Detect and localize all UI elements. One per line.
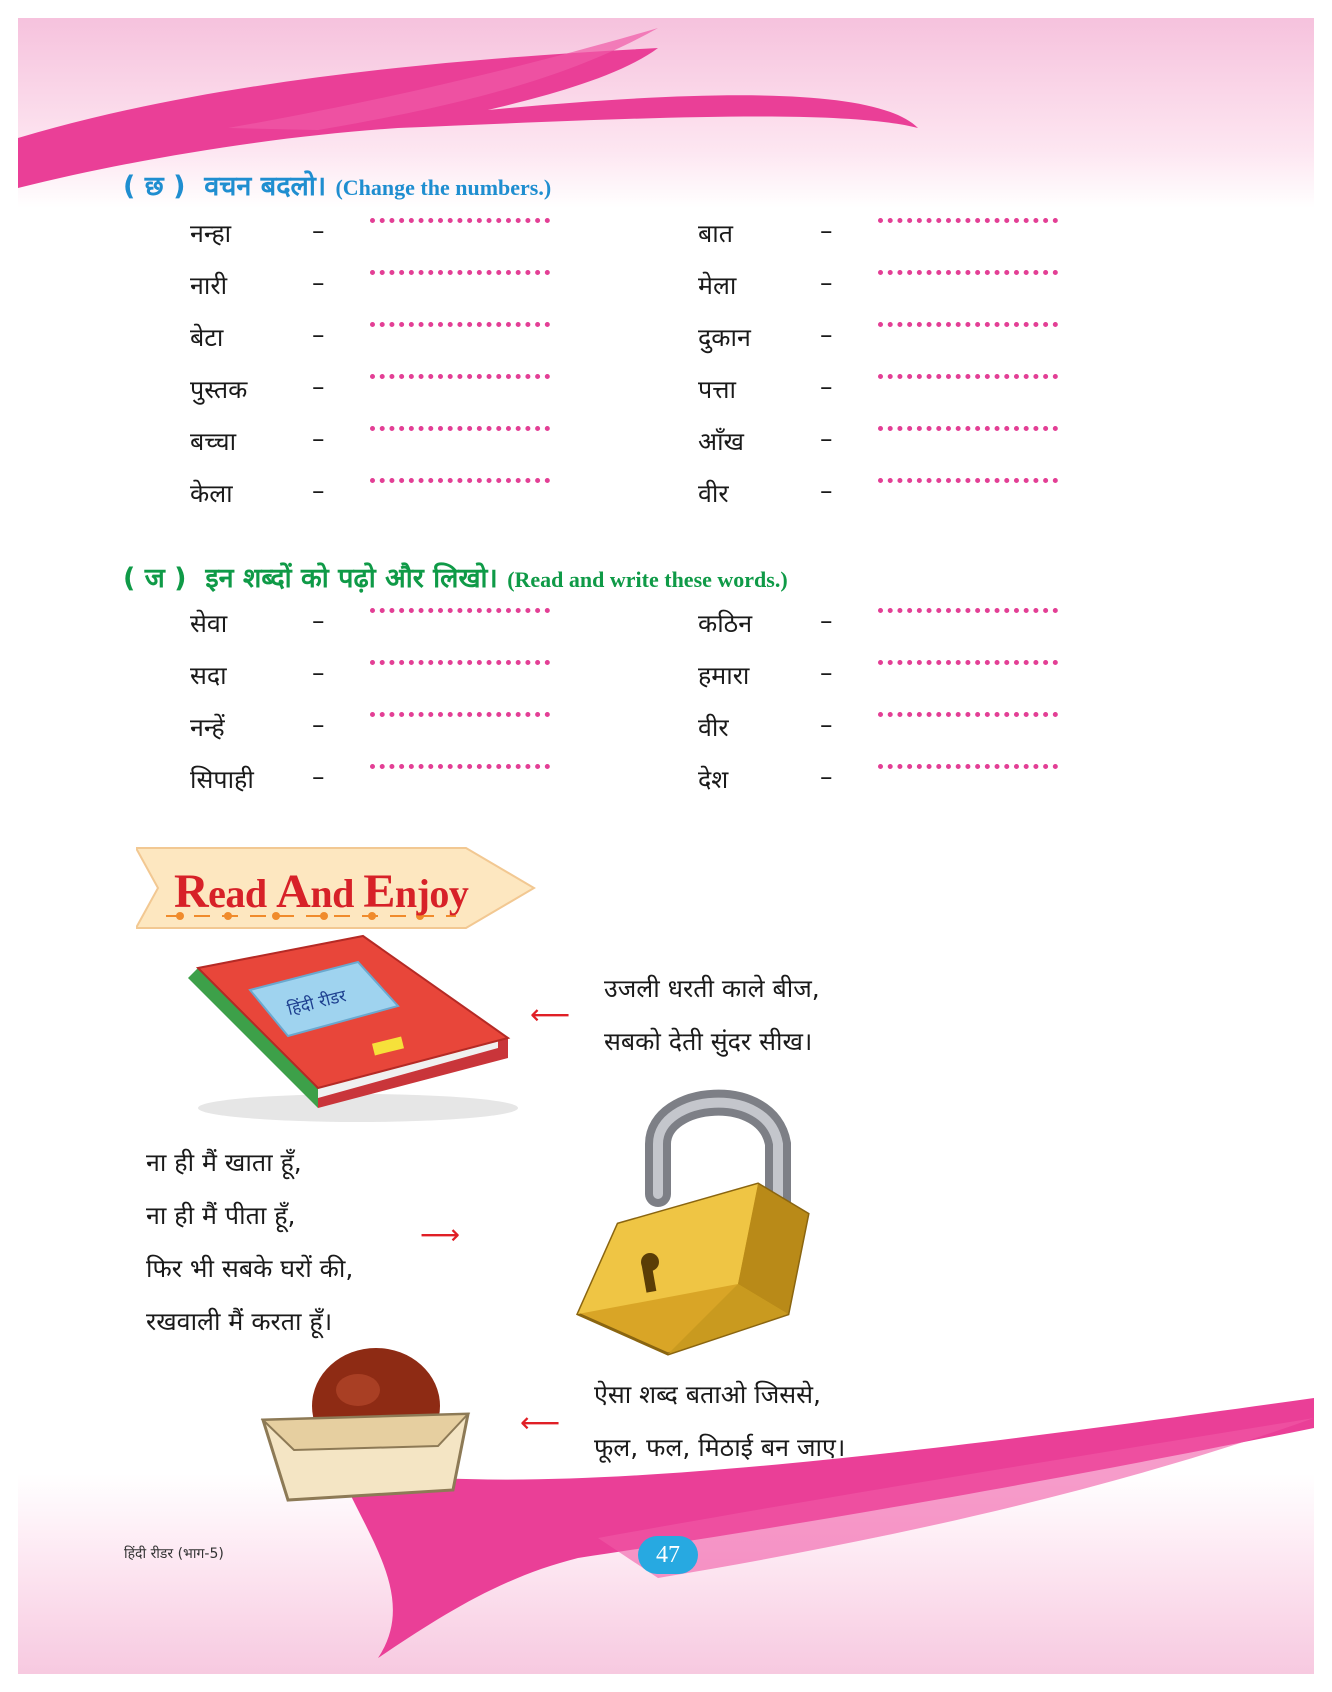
dash: – bbox=[312, 320, 325, 349]
word: वीर bbox=[698, 713, 729, 742]
dash: – bbox=[820, 372, 833, 401]
section-ja-label: ( ज ) bbox=[123, 563, 187, 594]
arrow-right-icon: ⟶ bbox=[420, 1218, 461, 1251]
answer-blank[interactable] bbox=[878, 212, 1058, 223]
workbook-page bbox=[18, 18, 1314, 1674]
word: केला bbox=[190, 479, 233, 508]
riddle-line: फूल, फल, मिठाई बन जाए। bbox=[594, 1433, 846, 1462]
word: बात bbox=[698, 219, 734, 248]
dash: – bbox=[312, 268, 325, 297]
section-cha-title-english: (Change the numbers.) bbox=[335, 175, 552, 200]
word: दुकान bbox=[698, 323, 751, 352]
word: बेटा bbox=[190, 323, 224, 352]
section-ja-title-english: (Read and write these words.) bbox=[507, 567, 788, 592]
answer-blank[interactable] bbox=[370, 420, 550, 431]
word: कठिन bbox=[698, 609, 753, 638]
answer-blank[interactable] bbox=[370, 212, 550, 223]
dash: – bbox=[312, 606, 325, 635]
word: नारी bbox=[190, 271, 228, 300]
dash: – bbox=[312, 762, 325, 791]
answer-blank[interactable] bbox=[370, 264, 550, 275]
word: आँख bbox=[698, 427, 745, 456]
dash: – bbox=[820, 710, 833, 739]
riddle-line: उजली धरती काले बीज, bbox=[604, 974, 820, 1003]
sweet-riddle bbox=[594, 1368, 845, 1474]
word: सेवा bbox=[190, 609, 228, 638]
word: देश bbox=[698, 765, 729, 794]
answer-blank[interactable] bbox=[878, 654, 1058, 665]
banner-title: Read And Enjoy bbox=[174, 865, 469, 918]
section-ja-heading bbox=[123, 558, 788, 595]
riddle-line: रखवाली मैं करता हूँ। bbox=[146, 1307, 333, 1336]
answer-blank[interactable] bbox=[878, 602, 1058, 613]
answer-blank[interactable] bbox=[878, 264, 1058, 275]
section-cha-title-hindi: वचन बदलो। bbox=[204, 171, 327, 202]
riddle-line: फिर भी सबके घरों की, bbox=[146, 1254, 354, 1283]
arrow-left-icon: ⟵ bbox=[530, 998, 571, 1031]
section-cha-heading bbox=[123, 166, 551, 203]
riddle-line: ना ही मैं खाता हूँ, bbox=[146, 1148, 302, 1177]
word: मेला bbox=[698, 271, 737, 300]
padlock-illustration bbox=[558, 1084, 818, 1364]
book-cover-title: हिंदी रीडर bbox=[285, 986, 349, 1021]
arrow-left-icon: ⟵ bbox=[520, 1406, 561, 1439]
dash: – bbox=[820, 216, 833, 245]
dash: – bbox=[820, 424, 833, 453]
answer-blank[interactable] bbox=[370, 368, 550, 379]
dash: – bbox=[312, 424, 325, 453]
answer-blank[interactable] bbox=[370, 602, 550, 613]
word: सिपाही bbox=[190, 765, 254, 794]
answer-blank[interactable] bbox=[878, 420, 1058, 431]
riddle-line: ऐसा शब्द बताओ जिससे, bbox=[594, 1380, 821, 1409]
answer-blank[interactable] bbox=[370, 472, 550, 483]
section-ja-title-hindi: इन शब्दों को पढ़ो और लिखो। bbox=[205, 563, 498, 594]
riddle-line: ना ही मैं पीता हूँ, bbox=[146, 1201, 296, 1230]
dash: – bbox=[312, 710, 325, 739]
answer-blank[interactable] bbox=[878, 472, 1058, 483]
dash: – bbox=[312, 216, 325, 245]
dash: – bbox=[820, 658, 833, 687]
answer-blank[interactable] bbox=[878, 368, 1058, 379]
word: पत्ता bbox=[698, 375, 736, 404]
sweet-in-tray-illustration bbox=[258, 1340, 488, 1510]
answer-blank[interactable] bbox=[878, 316, 1058, 327]
dash: – bbox=[820, 762, 833, 791]
dash: – bbox=[312, 372, 325, 401]
word: पुस्तक bbox=[190, 375, 248, 404]
word: नन्हा bbox=[190, 219, 232, 248]
lock-riddle bbox=[146, 1136, 353, 1348]
read-and-enjoy-banner bbox=[136, 844, 536, 936]
book-riddle bbox=[604, 962, 820, 1068]
dash: – bbox=[820, 320, 833, 349]
answer-blank[interactable] bbox=[370, 758, 550, 769]
answer-blank[interactable] bbox=[878, 706, 1058, 717]
answer-blank[interactable] bbox=[370, 654, 550, 665]
answer-blank[interactable] bbox=[878, 758, 1058, 769]
section-cha-label: ( छ ) bbox=[123, 171, 186, 202]
dash: – bbox=[820, 268, 833, 297]
answer-blank[interactable] bbox=[370, 706, 550, 717]
book-illustration bbox=[168, 928, 528, 1128]
riddle-line: सबको देती सुंदर सीख। bbox=[604, 1027, 813, 1056]
word: नन्हें bbox=[190, 713, 225, 742]
word: बच्चा bbox=[190, 427, 237, 456]
word: हमारा bbox=[698, 661, 750, 690]
page-number-badge: 47 bbox=[638, 1536, 698, 1574]
dash: – bbox=[820, 606, 833, 635]
dash: – bbox=[820, 476, 833, 505]
word: वीर bbox=[698, 479, 729, 508]
answer-blank[interactable] bbox=[370, 316, 550, 327]
dash: – bbox=[312, 658, 325, 687]
word: सदा bbox=[190, 661, 227, 690]
dash: – bbox=[312, 476, 325, 505]
footer-book-title: हिंदी रीडर (भाग-5) bbox=[124, 1546, 224, 1562]
